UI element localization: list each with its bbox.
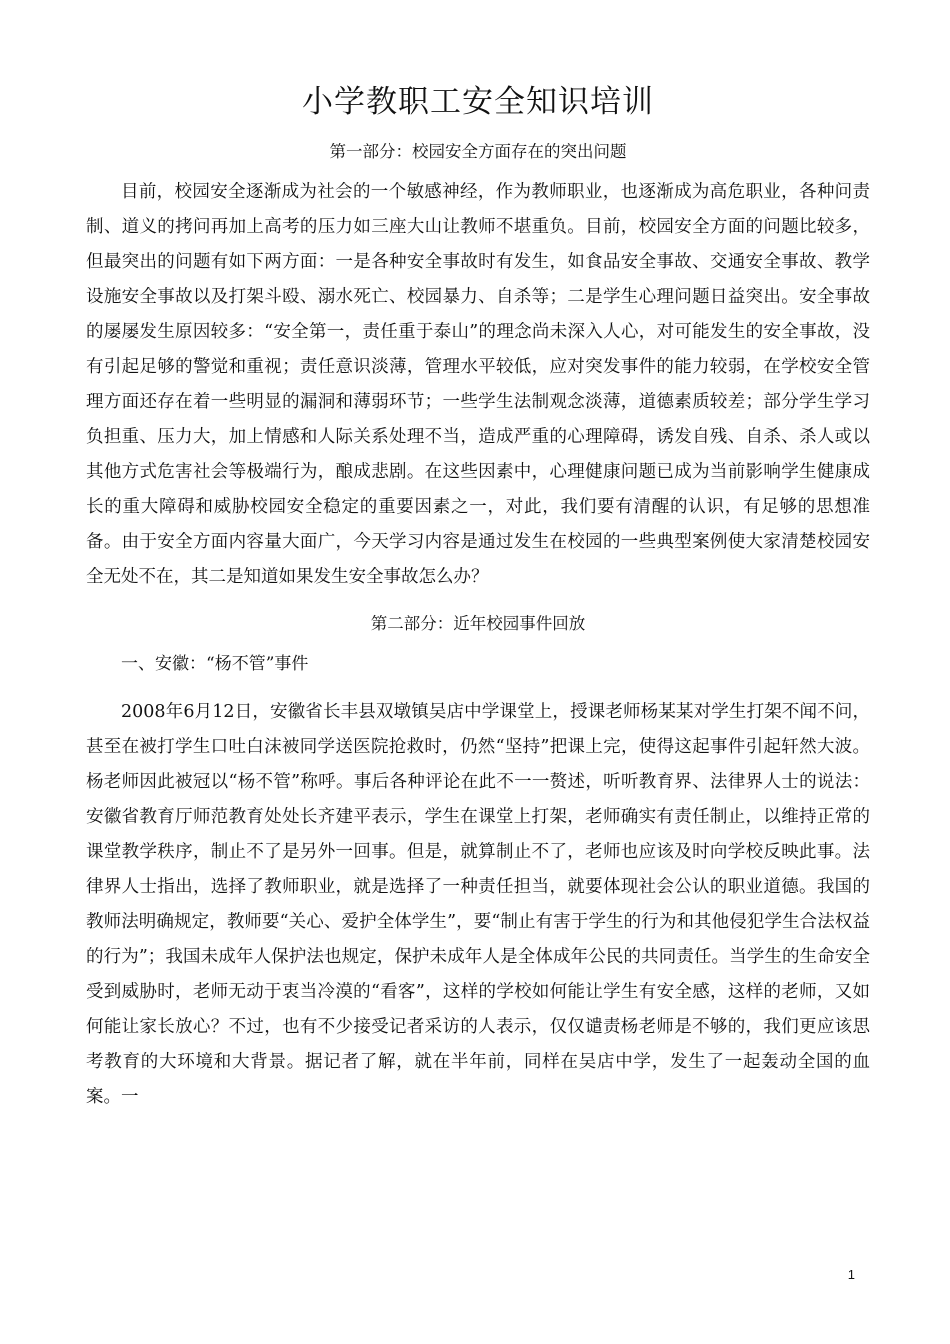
document-title: 小学教职工安全知识培训	[302, 84, 654, 120]
spacer	[86, 595, 870, 611]
paragraph-2: 2008年6月12日，安徽省长丰县双墩镇吴店中学课堂上，授课老师杨某某对学生打架不闻不问，甚至在被打学生口吐白沫被同学送医院抢救时，仍然“坚持”把课上完，使得这起事件引起轩然大波。杨老师因此被冠以“杨不管”称呼。事后各种评论在此不一一赘述，听听教育界、法律界人士的说法：安徽省教育厅师范教育处处长齐建平表示，学生在课堂上打架，老师确实有责任制止，以维持正常的课堂教学秩序，制止不了是另外一回事。但是，就算制止不了，老师也应该及时向学校反映此事。法律界人士指出，选择了教师职业，就是选择了一种责任担当，就要体现社会公认的职业道德。我国的教师法明确规定，教师要“关心、爱护全体学生”，要“制止有害于学生的行为和其他侵犯学生合法权益的行为”；我国未成年人保护法也规定，保护未成年人是全体成年公民的共同责任。当学生的生命安全受到威胁时，老师无动于衷当冷漠的“看客”，这样的学校如何能让学生有安全感，这样的老师，又如何能让家长放心？不过，也有不少接受记者采访的人表示，仅仅谴责杨老师是不够的，我们更应该思考教育的大环境和大背景。据记者了解，就在半年前，同样在吴店中学，发生了一起轰动全国的血案。一	[86, 702, 870, 1107]
section-heading-1: 第一部分：校园安全方面存在的突出问题	[329, 142, 627, 161]
section-heading-2: 第二部分：近年校园事件回放	[370, 614, 586, 633]
subsection-heading-1: 一、安徽：“杨不管”事件	[121, 654, 309, 674]
page-number: 1	[847, 1267, 855, 1282]
paragraph-1: 目前，校园安全逐渐成为社会的一个敏感神经，作为教师职业，也逐渐成为高危职业，各种问责制、道义的拷问再加上高考的压力如三座大山让教师不堪重负。目前，校园安全方面的问题比较多，但最突出的问题有如下两方面：一是各种安全事故时有发生，如食品安全事故、交通安全事故、教学设施安全事故以及打架斗殴、溺水死亡、校园暴力、自杀等；二是学生心理问题日益突出。安全事故的屡屡发生原因较多：“安全第一，责任重于泰山”的理念尚未深入人心，对可能发生的安全事故，没有引起足够的警觉和重视；责任意识淡薄，管理水平较低，应对突发事件的能力较弱，在学校安全管理方面还存在着一些明显的漏洞和薄弱环节；一些学生法制观念淡薄，道德素质较差；部分学生学习负担重、压力大，加上情感和人际关系处理不当，造成严重的心理障碍，诱发自残、自杀、杀人或以其他方式危害社会等极端行为，酿成悲剧。在这些因素中，心理健康问题已成为当前影响学生健康成长的重大障碍和威胁校园安全稳定的重要因素之一，对此，我们要有清醒的认识，有足够的思想准备。由于安全方面内容量大面广，今天学习内容是通过发生在校园的一些典型案例使大家清楚校园安全无处不在，其二是知道如果发生安全事故怎么办？	[86, 182, 870, 587]
